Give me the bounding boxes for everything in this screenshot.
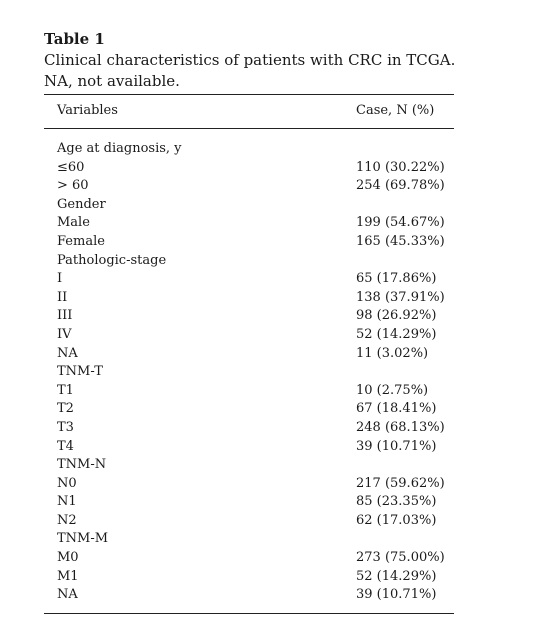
cell-case: 85 (23.35%) <box>356 494 437 510</box>
table-row <box>0 475 538 494</box>
table-row <box>0 530 538 549</box>
table-row <box>0 177 538 196</box>
cell-case: 67 (18.41%) <box>356 401 437 417</box>
table-row <box>0 382 538 401</box>
cell-variable: T2 <box>57 401 74 417</box>
cell-variable: T3 <box>57 419 74 435</box>
cell-case: 65 (17.86%) <box>356 271 437 287</box>
table-row <box>0 289 538 308</box>
cell-case: 62 (17.03%) <box>356 512 437 528</box>
cell-variable: Pathologic-stage <box>57 252 167 268</box>
cell-variable: > 60 <box>57 178 89 194</box>
cell-variable: TNM-N <box>57 457 107 473</box>
table-row <box>0 233 538 252</box>
table-row <box>0 549 538 568</box>
table-body <box>0 140 538 605</box>
cell-variable: M1 <box>57 568 79 584</box>
table-row <box>0 307 538 326</box>
cell-case: 10 (2.75%) <box>356 382 429 398</box>
table-row <box>0 214 538 233</box>
cell-case: 52 (14.29%) <box>356 326 437 342</box>
cell-case: 110 (30.22%) <box>356 159 445 175</box>
cell-variable: NA <box>57 587 78 603</box>
cell-variable: N1 <box>57 494 77 510</box>
header-case: Case, N (%) <box>356 103 435 118</box>
header-rule <box>44 128 454 129</box>
cell-variable: III <box>57 308 73 324</box>
table-row <box>0 400 538 419</box>
table-row <box>0 419 538 438</box>
cell-case: 217 (59.62%) <box>356 475 445 491</box>
table-row <box>0 140 538 159</box>
table-header-row <box>0 102 538 122</box>
cell-case: 199 (54.67%) <box>356 215 445 231</box>
table-row <box>0 196 538 215</box>
cell-variable: N0 <box>57 475 77 491</box>
table-row <box>0 363 538 382</box>
cell-variable: M0 <box>57 550 79 566</box>
cell-case: 39 (10.71%) <box>356 438 437 454</box>
header-variables: Variables <box>57 103 118 118</box>
cell-variable: TNM-T <box>57 364 103 380</box>
cell-variable: N2 <box>57 512 77 528</box>
cell-case: 273 (75.00%) <box>356 550 445 566</box>
table-row <box>0 512 538 531</box>
table-row <box>0 252 538 271</box>
bottom-rule <box>44 613 454 614</box>
table-row <box>0 159 538 178</box>
cell-variable: Female <box>57 233 105 249</box>
table-label: Table 1 <box>44 30 105 48</box>
table-row <box>0 568 538 587</box>
cell-variable: T1 <box>57 382 74 398</box>
table-row <box>0 345 538 364</box>
cell-variable: Gender <box>57 196 106 212</box>
cell-case: 165 (45.33%) <box>356 233 445 249</box>
cell-case: 254 (69.78%) <box>356 178 445 194</box>
cell-case: 52 (14.29%) <box>356 568 437 584</box>
cell-case: 138 (37.91%) <box>356 289 445 305</box>
cell-variable: II <box>57 289 68 305</box>
cell-variable: T4 <box>57 438 74 454</box>
table-row <box>0 326 538 345</box>
cell-case: 98 (26.92%) <box>356 308 437 324</box>
table-row <box>0 438 538 457</box>
cell-case: 248 (68.13%) <box>356 419 445 435</box>
cell-variable: Age at diagnosis, y <box>57 141 182 156</box>
cell-variable: IV <box>57 326 72 342</box>
table-row <box>0 493 538 512</box>
table-row <box>0 586 538 605</box>
table-caption: Clinical characteristics of patients with CRC in TCGA. NA, not available. <box>44 51 456 90</box>
cell-variable: Male <box>57 215 90 231</box>
cell-case: 11 (3.02%) <box>356 345 429 361</box>
table-row <box>0 456 538 475</box>
cell-variable: ≤60 <box>57 159 85 175</box>
cell-variable: I <box>57 271 63 287</box>
cell-case: 39 (10.71%) <box>356 587 437 603</box>
table-row <box>0 270 538 289</box>
cell-variable: NA <box>57 345 78 361</box>
top-rule <box>44 94 454 95</box>
cell-variable: TNM-M <box>57 531 109 547</box>
